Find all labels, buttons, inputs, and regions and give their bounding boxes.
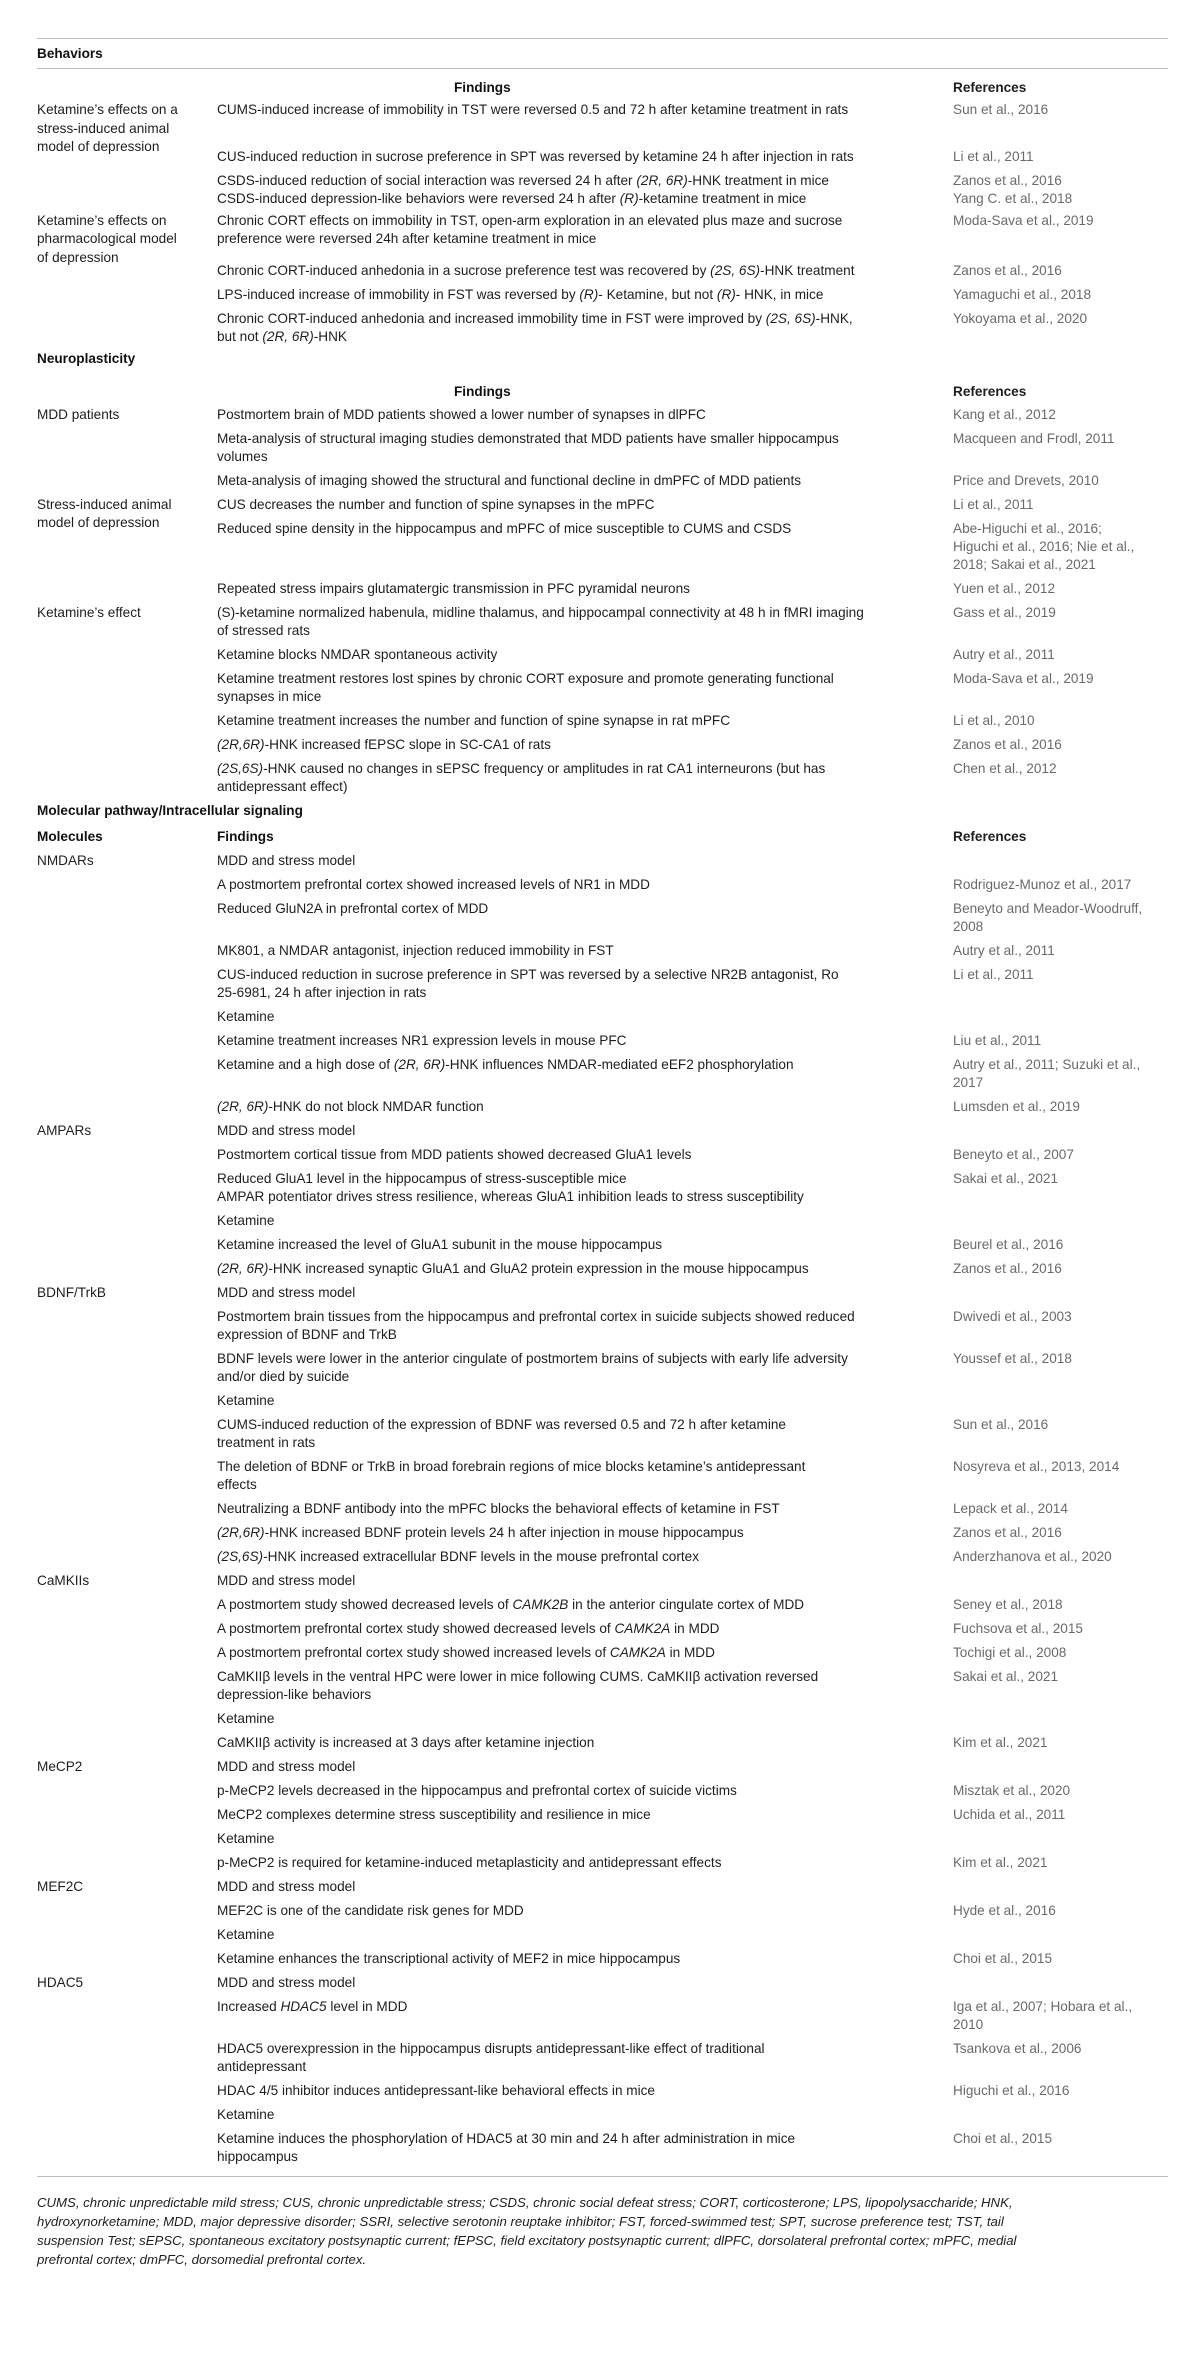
reference-cell: Abe-Higuchi et al., 2016; — [953, 521, 1102, 536]
finding-cell: A postmortem prefrontal cortex study showed increased levels of CAMK2A in MDD — [217, 1645, 715, 1660]
finding-cell: CSDS-induced reduction of social interaction was reversed 24 h after (2R, 6R)-HNK treatment in mice — [217, 173, 829, 188]
italic-term: (2S, 6S) — [765, 311, 816, 326]
finding-cell: treatment in rats — [217, 1435, 316, 1450]
reference-cell: Autry et al., 2011; Suzuki et al., — [953, 1057, 1141, 1072]
reference-cell: Yang C. et al., 2018 — [953, 191, 1073, 206]
finding-cell: Reduced GluA1 level in the hippocampus of stress-susceptible mice — [217, 1171, 627, 1186]
table-row — [37, 1668, 1168, 1686]
table-row — [37, 1596, 1168, 1614]
table-row — [37, 1260, 1168, 1278]
category-cell: NMDARs — [37, 853, 94, 868]
finding-cell: Ketamine — [217, 1009, 275, 1024]
table-row — [37, 556, 1168, 574]
finding-cell: Chronic CORT-induced anhedonia in a sucrose preference test was recovered by (2S, 6S)-HNK treatment — [217, 263, 855, 278]
reference-cell: Yamaguchi et al., 2018 — [953, 287, 1092, 302]
reference-cell: Higuchi et al., 2016; Nie et al., — [953, 539, 1135, 554]
finding-cell: Ketamine — [217, 1711, 275, 1726]
reference-cell: Yokoyama et al., 2020 — [953, 311, 1088, 326]
finding-cell: CaMKIIβ activity is increased at 3 days after ketamine injection — [217, 1735, 595, 1750]
table-row — [37, 984, 1168, 1002]
italic-term: (2R, 6R) — [393, 1057, 446, 1072]
reference-cell: 2010 — [953, 2017, 984, 2032]
table-row — [37, 1056, 1168, 1074]
table-row — [37, 942, 1168, 960]
finding-cell: Chronic CORT-induced anhedonia and increased immobility time in FST were improved by (2S, 6S)-HNK, — [217, 311, 853, 326]
table-row — [37, 310, 1168, 328]
italic-term: (2R, 6R) — [217, 1261, 269, 1276]
footnote-line: hydroxynorketamine; MDD, major depressive disorder; SSRI, selective serotonin reuptake inhibitor; FST, forced-swimmed test; SPT, sucrose preference test; TST, tail — [37, 2214, 1004, 2229]
findings-header: Findings — [217, 829, 274, 844]
finding-cell: depression-like behaviors — [217, 1687, 372, 1702]
findings-header: Findings — [454, 384, 511, 399]
reference-cell: Sun et al., 2016 — [953, 102, 1049, 117]
finding-cell: LPS-induced increase of immobility in FST was reversed by (R)- Ketamine, but not (R)- HNK, in mice — [217, 287, 824, 302]
italic-term: CAMK2B — [512, 1597, 569, 1612]
table-row — [37, 1644, 1168, 1662]
finding-cell: CSDS-induced depression-like behaviors were reversed 24 h after (R)-ketamine treatment in mice — [217, 191, 807, 206]
reference-cell: Uchida et al., 2011 — [953, 1807, 1066, 1822]
table-row — [37, 230, 1168, 248]
table-row — [37, 876, 1168, 894]
finding-cell: of stressed rats — [217, 623, 310, 638]
table-row — [37, 1710, 1168, 1728]
reference-cell: Beurel et al., 2016 — [953, 1237, 1064, 1252]
table-row — [37, 1146, 1168, 1164]
table-row — [37, 1926, 1168, 1944]
finding-cell: Ketamine and a high dose of (2R, 6R)-HNK influences NMDAR-mediated eEF2 phosphorylation — [217, 1057, 794, 1072]
table-footnote — [37, 2193, 1168, 2269]
table-row — [37, 350, 1168, 368]
table-row — [37, 1098, 1168, 1116]
reference-cell: Sun et al., 2016 — [953, 1417, 1049, 1432]
table-row — [37, 190, 1168, 208]
table-row — [37, 520, 1168, 538]
reference-cell: Li et al., 2011 — [953, 497, 1034, 512]
reference-cell: Tsankova et al., 2006 — [953, 2041, 1082, 2056]
table-row — [37, 852, 1168, 870]
reference-cell: Youssef et al., 2018 — [953, 1351, 1072, 1366]
reference-cell: Lepack et al., 2014 — [953, 1501, 1068, 1516]
table-row — [37, 966, 1168, 984]
reference-cell: Kim et al., 2021 — [953, 1855, 1048, 1870]
table-row — [37, 622, 1168, 640]
table-row — [37, 1434, 1168, 1452]
category-cell: CaMKIIs — [37, 1573, 90, 1588]
category-cell: model of depression — [37, 515, 160, 530]
top-rule — [37, 38, 1168, 39]
finding-cell: 25-6981, 24 h after injection in rats — [217, 985, 427, 1000]
italic-term: (2S,6S) — [217, 1549, 264, 1564]
table-row — [37, 472, 1168, 490]
finding-cell: p-MeCP2 is required for ketamine-induced metaplasticity and antidepressant effects — [217, 1855, 722, 1870]
finding-cell: Neutralizing a BDNF antibody into the mPFC blocks the behavioral effects of ketamine in FST — [217, 1501, 780, 1516]
reference-cell: Autry et al., 2011 — [953, 943, 1055, 958]
table-row — [37, 1998, 1168, 2016]
table-row — [37, 1368, 1168, 1386]
category-cell: pharmacological model — [37, 231, 177, 246]
table-row — [37, 2040, 1168, 2058]
table-row — [37, 2082, 1168, 2100]
table-row — [37, 778, 1168, 796]
section-heading: Molecular pathway/Intracellular signaling — [37, 803, 303, 818]
category-cell: of depression — [37, 250, 119, 265]
finding-cell: Ketamine — [217, 1831, 275, 1846]
reference-cell: Macqueen and Frodl, 2011 — [953, 431, 1115, 446]
table-row — [37, 2148, 1168, 2166]
finding-cell: (S)-ketamine normalized habenula, midline thalamus, and hippocampal connectivity at 48 h in fMRI imaging — [217, 605, 864, 620]
section-rule — [37, 68, 1168, 69]
findings-header: Findings — [454, 80, 511, 95]
finding-cell: Reduced GluN2A in prefrontal cortex of MDD — [217, 901, 489, 916]
finding-cell: A postmortem prefrontal cortex study showed decreased levels of CAMK2A in MDD — [217, 1621, 720, 1636]
category-cell: MDD patients — [37, 407, 120, 422]
table-row — [37, 760, 1168, 778]
finding-cell: MDD and stress model — [217, 1285, 356, 1300]
category-cell: MeCP2 — [37, 1759, 83, 1774]
reference-cell: Hyde et al., 2016 — [953, 1903, 1056, 1918]
finding-cell: MDD and stress model — [217, 1573, 356, 1588]
reference-cell: Moda-Sava et al., 2019 — [953, 671, 1094, 686]
footnote-line: suspension Test; sEPSC, spontaneous excitatory postsynaptic current; fEPSC, field excitatory postsynaptic current; dlPFC, dorsolateral prefrontal cortex; mPFC, medial — [37, 2233, 1017, 2248]
table-row — [37, 1620, 1168, 1638]
section-heading: Behaviors — [37, 46, 103, 61]
finding-cell: Meta-analysis of imaging showed the structural and functional decline in dmPFC of MDD patients — [217, 473, 802, 488]
category-cell: BDNF/TrkB — [37, 1285, 106, 1300]
table-bottom-rule — [37, 2176, 1168, 2177]
finding-cell: (2R, 6R)-HNK do not block NMDAR function — [217, 1099, 484, 1114]
finding-cell: preference were reversed 24h after ketamine treatment in mice — [217, 231, 597, 246]
finding-cell: CUS-induced reduction in sucrose preference in SPT was reversed by a selective NR2B antagonist, Ro — [217, 967, 839, 982]
table-row — [37, 1236, 1168, 1254]
table-row — [37, 900, 1168, 918]
category-cell: Ketamine’s effects on — [37, 213, 167, 228]
table-row — [37, 646, 1168, 664]
finding-cell: Ketamine — [217, 1927, 275, 1942]
table-row — [37, 918, 1168, 936]
section-heading: Molecules — [37, 829, 103, 844]
table-row — [37, 79, 1168, 97]
category-cell: Ketamine’s effects on a — [37, 102, 178, 117]
reference-cell: Iga et al., 2007; Hobara et al., — [953, 1999, 1133, 2014]
finding-cell: (2S,6S)-HNK caused no changes in sEPSC frequency or amplitudes in rat CA1 interneurons (but has — [217, 761, 826, 776]
table-row — [37, 328, 1168, 346]
italic-term: (2R,6R) — [217, 1525, 265, 1540]
reference-cell: Choi et al., 2015 — [953, 1951, 1052, 1966]
italic-term: CAMK2A — [614, 1621, 671, 1636]
table-row — [37, 1188, 1168, 1206]
reference-cell: Lumsden et al., 2019 — [953, 1099, 1080, 1114]
table-row — [37, 1416, 1168, 1434]
finding-cell: and/or died by suicide — [217, 1369, 350, 1384]
finding-cell: (2R,6R)-HNK increased BDNF protein levels 24 h after injection in mouse hippocampus — [217, 1525, 744, 1540]
italic-term: (2R, 6R) — [636, 173, 688, 188]
italic-term: CAMK2A — [609, 1645, 666, 1660]
finding-cell: Ketamine — [217, 1393, 275, 1408]
finding-cell: but not (2R, 6R)-HNK — [217, 329, 347, 344]
table-row — [37, 120, 1168, 138]
table-row — [37, 262, 1168, 280]
finding-cell: Ketamine enhances the transcriptional activity of MEF2 in mice hippocampus — [217, 1951, 681, 1966]
table-row — [37, 406, 1168, 424]
finding-cell: expression of BDNF and TrkB — [217, 1327, 397, 1342]
table-row — [37, 1806, 1168, 1824]
category-cell: stress-induced animal — [37, 121, 170, 136]
table-row — [37, 1008, 1168, 1026]
reference-cell: Nosyreva et al., 2013, 2014 — [953, 1459, 1120, 1474]
italic-term: (2R,6R) — [217, 737, 265, 752]
reference-cell: Li et al., 2010 — [953, 713, 1035, 728]
table-row — [37, 383, 1168, 401]
table-row — [37, 1392, 1168, 1410]
table-row — [37, 172, 1168, 190]
reference-cell: Fuchsova et al., 2015 — [953, 1621, 1083, 1636]
finding-cell: (2S,6S)-HNK increased extracellular BDNF levels in the mouse prefrontal cortex — [217, 1549, 700, 1564]
reference-cell: Yuen et al., 2012 — [953, 581, 1056, 596]
finding-cell: Meta-analysis of structural imaging studies demonstrated that MDD patients have smaller hippocampus — [217, 431, 839, 446]
finding-cell: The deletion of BDNF or TrkB in broad forebrain regions of mice blocks ketamine’s antidepressant — [217, 1459, 806, 1474]
table-row — [37, 1074, 1168, 1092]
finding-cell: antidepressant — [217, 2059, 307, 2074]
reference-cell: Gass et al., 2019 — [953, 605, 1056, 620]
finding-cell: Postmortem brain tissues from the hippocampus and prefrontal cortex in suicide subjects showed reduced — [217, 1309, 855, 1324]
reference-cell: Kim et al., 2021 — [953, 1735, 1048, 1750]
table-row — [37, 1950, 1168, 1968]
category-cell: model of depression — [37, 139, 160, 154]
finding-cell: Postmortem brain of MDD patients showed a lower number of synapses in dlPFC — [217, 407, 706, 422]
reference-cell: 2017 — [953, 1075, 984, 1090]
table-row — [37, 604, 1168, 622]
finding-cell: Increased HDAC5 level in MDD — [217, 1999, 408, 2014]
finding-cell: CUS decreases the number and function of spine synapses in the mPFC — [217, 497, 655, 512]
finding-cell: MDD and stress model — [217, 1123, 356, 1138]
reference-cell: Dwivedi et al., 2003 — [953, 1309, 1072, 1324]
footnote-line: prefrontal cortex; dmPFC, dorsomedial prefrontal cortex. — [37, 2252, 367, 2267]
reference-cell: Sakai et al., 2021 — [953, 1669, 1059, 1684]
finding-cell: antidepressant effect) — [217, 779, 348, 794]
table-row — [37, 712, 1168, 730]
table-row — [37, 286, 1168, 304]
italic-term: (2R, 6R) — [217, 1099, 269, 1114]
finding-cell: MDD and stress model — [217, 1759, 356, 1774]
finding-cell: (2R, 6R)-HNK increased synaptic GluA1 and GluA2 protein expression in the mouse hippocampus — [217, 1261, 809, 1276]
category-cell: MEF2C — [37, 1879, 84, 1894]
finding-cell: hippocampus — [217, 2149, 298, 2164]
finding-cell: volumes — [217, 449, 268, 464]
table-row — [37, 688, 1168, 706]
table-row — [37, 1758, 1168, 1776]
table-row — [37, 1350, 1168, 1368]
table-row — [37, 2016, 1168, 2034]
table-row — [37, 1548, 1168, 1566]
finding-cell: Repeated stress impairs glutamatergic transmission in PFC pyramidal neurons — [217, 581, 690, 596]
finding-cell: MDD and stress model — [217, 1879, 356, 1894]
finding-cell: AMPAR potentiator drives stress resilience, whereas GluA1 inhibition leads to stress susceptibility — [217, 1189, 804, 1204]
finding-cell: MK801, a NMDAR antagonist, injection reduced immobility in FST — [217, 943, 614, 958]
finding-cell: synapses in mice — [217, 689, 322, 704]
table-row — [37, 212, 1168, 230]
table-row — [37, 538, 1168, 556]
table-row — [37, 1830, 1168, 1848]
reference-cell: Li et al., 2011 — [953, 967, 1034, 982]
table-row — [37, 1284, 1168, 1302]
reference-cell: Sakai et al., 2021 — [953, 1171, 1059, 1186]
table-row — [37, 1854, 1168, 1872]
finding-cell: Postmortem cortical tissue from MDD patients showed decreased GluA1 levels — [217, 1147, 692, 1162]
finding-cell: Ketamine treatment restores lost spines by chronic CORT exposure and promote generating functional — [217, 671, 834, 686]
reference-cell: Tochigi et al., 2008 — [953, 1645, 1067, 1660]
reference-cell: Rodriguez-Munoz et al., 2017 — [953, 877, 1132, 892]
finding-cell: MDD and stress model — [217, 853, 356, 868]
finding-cell: Ketamine — [217, 2107, 275, 2122]
table-row — [37, 1326, 1168, 1344]
table-row — [37, 45, 1168, 63]
reference-cell: Zanos et al., 2016 — [953, 737, 1062, 752]
reference-cell: Beneyto et al., 2007 — [953, 1147, 1074, 1162]
table-row — [37, 580, 1168, 598]
table-row — [37, 1212, 1168, 1230]
table-row — [37, 1782, 1168, 1800]
table-row — [37, 802, 1168, 820]
reference-cell: Price and Drevets, 2010 — [953, 473, 1099, 488]
table-row — [37, 148, 1168, 166]
table-row — [37, 1686, 1168, 1704]
italic-term: (2R, 6R) — [262, 329, 314, 344]
finding-cell: A postmortem prefrontal cortex showed increased levels of NR1 in MDD — [217, 877, 650, 892]
finding-cell: Ketamine treatment increases the number and function of spine synapse in rat mPFC — [217, 713, 731, 728]
table-row — [37, 430, 1168, 448]
references-header: References — [953, 829, 1027, 844]
finding-cell: Ketamine blocks NMDAR spontaneous activity — [217, 647, 498, 662]
finding-cell: CaMKIIβ levels in the ventral HPC were lower in mice following CUMS. CaMKIIβ activation reversed — [217, 1669, 819, 1684]
finding-cell: p-MeCP2 levels decreased in the hippocampus and prefrontal cortex of suicide victims — [217, 1783, 737, 1798]
reference-cell: Zanos et al., 2016 — [953, 1261, 1062, 1276]
category-cell: Ketamine’s effect — [37, 605, 141, 620]
references-header: References — [953, 384, 1027, 399]
italic-term: (R) — [619, 191, 639, 206]
italic-term: (2S,6S) — [217, 761, 264, 776]
reference-cell: Kang et al., 2012 — [953, 407, 1056, 422]
table-row — [37, 1122, 1168, 1140]
reference-cell: Moda-Sava et al., 2019 — [953, 213, 1094, 228]
reference-cell: Choi et al., 2015 — [953, 2131, 1052, 2146]
table-row — [37, 1458, 1168, 1476]
table-row — [37, 1974, 1168, 1992]
reference-cell: Autry et al., 2011 — [953, 647, 1055, 662]
italic-term: (R) — [716, 287, 736, 302]
finding-cell: BDNF levels were lower in the anterior cingulate of postmortem brains of subjects with early life adversity — [217, 1351, 848, 1366]
reference-cell: 2018; Sakai et al., 2021 — [953, 557, 1096, 572]
table-row — [37, 670, 1168, 688]
table-row — [37, 1308, 1168, 1326]
table-row — [37, 736, 1168, 754]
reference-cell: Anderzhanova et al., 2020 — [953, 1549, 1112, 1564]
table-row — [37, 2058, 1168, 2076]
finding-cell: A postmortem study showed decreased levels of CAMK2B in the anterior cingulate cortex of MDD — [217, 1597, 805, 1612]
table-row — [37, 1476, 1168, 1494]
table-row — [37, 101, 1168, 119]
footnote-line: CUMS, chronic unpredictable mild stress; CUS, chronic unpredictable stress; CSDS, chronic social defeat stress; CORT, corticosterone; LPS, lipopolysaccharide; HNK, — [37, 2195, 1013, 2210]
finding-cell: Ketamine — [217, 1213, 275, 1228]
table-row — [37, 1902, 1168, 1920]
table-row — [37, 448, 1168, 466]
table-row — [37, 1734, 1168, 1752]
finding-cell: MeCP2 complexes determine stress susceptibility and resilience in mice — [217, 1807, 651, 1822]
finding-cell: Ketamine treatment increases NR1 expression levels in mouse PFC — [217, 1033, 627, 1048]
reference-cell: Seney et al., 2018 — [953, 1597, 1063, 1612]
reference-cell: 2008 — [953, 919, 984, 934]
category-cell: AMPARs — [37, 1123, 92, 1138]
finding-cell: CUMS-induced reduction of the expression of BDNF was reversed 0.5 and 72 h after ketamine — [217, 1417, 786, 1432]
finding-cell: Ketamine increased the level of GluA1 subunit in the mouse hippocampus — [217, 1237, 663, 1252]
references-header: References — [953, 80, 1027, 95]
reference-cell: Zanos et al., 2016 — [953, 263, 1062, 278]
table-row — [37, 2130, 1168, 2148]
table-row — [37, 1032, 1168, 1050]
table-row — [37, 1572, 1168, 1590]
reference-cell: Higuchi et al., 2016 — [953, 2083, 1070, 2098]
table-row — [37, 828, 1168, 846]
table-row — [37, 1170, 1168, 1188]
finding-cell: Ketamine induces the phosphorylation of HDAC5 at 30 min and 24 h after administration in mice — [217, 2131, 796, 2146]
table-row — [37, 1500, 1168, 1518]
table-row — [37, 496, 1168, 514]
table-row — [37, 1878, 1168, 1896]
finding-cell: MEF2C is one of the candidate risk genes for MDD — [217, 1903, 524, 1918]
reference-cell: Beneyto and Meador-Woodruff, — [953, 901, 1143, 916]
finding-cell: Chronic CORT effects on immobility in TST, open-arm exploration in an elevated plus maze and sucrose — [217, 213, 843, 228]
italic-term: (2S, 6S) — [710, 263, 761, 278]
finding-cell: Reduced spine density in the hippocampus and mPFC of mice susceptible to CUMS and CSDS — [217, 521, 792, 536]
italic-term: HDAC5 — [280, 1999, 327, 2014]
reference-cell: Misztak et al., 2020 — [953, 1783, 1071, 1798]
reference-cell: Liu et al., 2011 — [953, 1033, 1042, 1048]
finding-cell: HDAC 4/5 inhibitor induces antidepressant-like behavioral effects in mice — [217, 2083, 655, 2098]
reference-cell: Li et al., 2011 — [953, 149, 1034, 164]
reference-cell: Zanos et al., 2016 — [953, 173, 1062, 188]
finding-cell: CUS-induced reduction in sucrose preference in SPT was reversed by ketamine 24 h after injection in rats — [217, 149, 854, 164]
section-heading: Neuroplasticity — [37, 351, 136, 366]
italic-term: (R) — [579, 287, 599, 302]
table-row — [37, 1524, 1168, 1542]
finding-cell: effects — [217, 1477, 257, 1492]
reference-cell: Chen et al., 2012 — [953, 761, 1057, 776]
finding-cell: (2R,6R)-HNK increased fEPSC slope in SC-CA1 of rats — [217, 737, 551, 752]
finding-cell: MDD and stress model — [217, 1975, 356, 1990]
finding-cell: HDAC5 overexpression in the hippocampus disrupts antidepressant-like effect of traditional — [217, 2041, 765, 2056]
table-row — [37, 2106, 1168, 2124]
finding-cell: CUMS-induced increase of immobility in TST were reversed 0.5 and 72 h after ketamine treatment in rats — [217, 102, 849, 117]
category-cell: Stress-induced animal — [37, 497, 172, 512]
category-cell: HDAC5 — [37, 1975, 84, 1990]
reference-cell: Zanos et al., 2016 — [953, 1525, 1062, 1540]
